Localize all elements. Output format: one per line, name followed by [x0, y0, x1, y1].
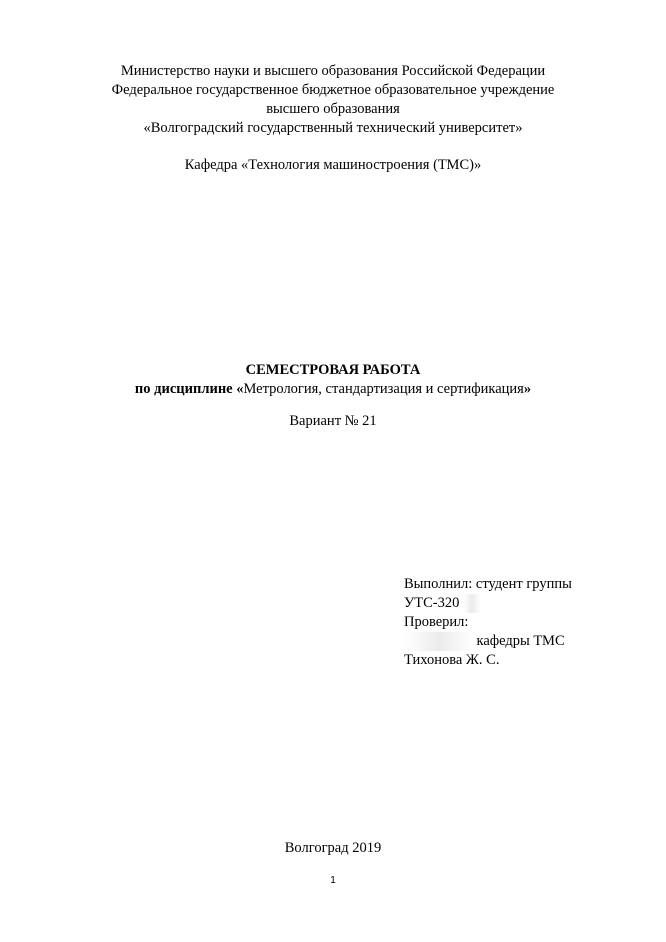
discipline-prefix: по дисциплине «: [134, 381, 244, 397]
checker-name: Тихонова Ж. С.: [404, 652, 500, 668]
checker-position-suffix: кафедры ТМС: [476, 633, 565, 649]
variant-number: Вариант № 21: [289, 413, 377, 429]
document-title: СЕМЕСТРОВАЯ РАБОТА: [245, 362, 421, 378]
institution-type-line: Федеральное государственное бюджетное образовательное учреждение: [111, 82, 555, 98]
ministry-line: Министерство науки и высшего образования Российской Федерации: [120, 63, 546, 79]
student-group-line: [404, 594, 481, 613]
redacted-position: [404, 632, 473, 651]
checked-by-label: Проверил:: [404, 614, 469, 630]
discipline-suffix: »: [523, 381, 532, 397]
redacted-student-name: [463, 594, 481, 613]
city-year: Волгоград 2019: [284, 840, 382, 856]
discipline-line: [0, 380, 666, 399]
education-level-line: высшего образования: [266, 101, 400, 117]
student-group: УТС-320: [404, 595, 460, 611]
discipline-name: Метрология, стандартизация и сертификация: [243, 381, 524, 397]
university-name: «Волгоградский государственный технический университет»: [143, 120, 523, 136]
page-number: 1: [330, 875, 336, 886]
performed-by-label: Выполнил: студент группы: [404, 576, 572, 592]
checker-position-line: [404, 632, 565, 651]
department-name: Кафедра «Технология машиностроения (ТМС)»: [184, 157, 482, 173]
